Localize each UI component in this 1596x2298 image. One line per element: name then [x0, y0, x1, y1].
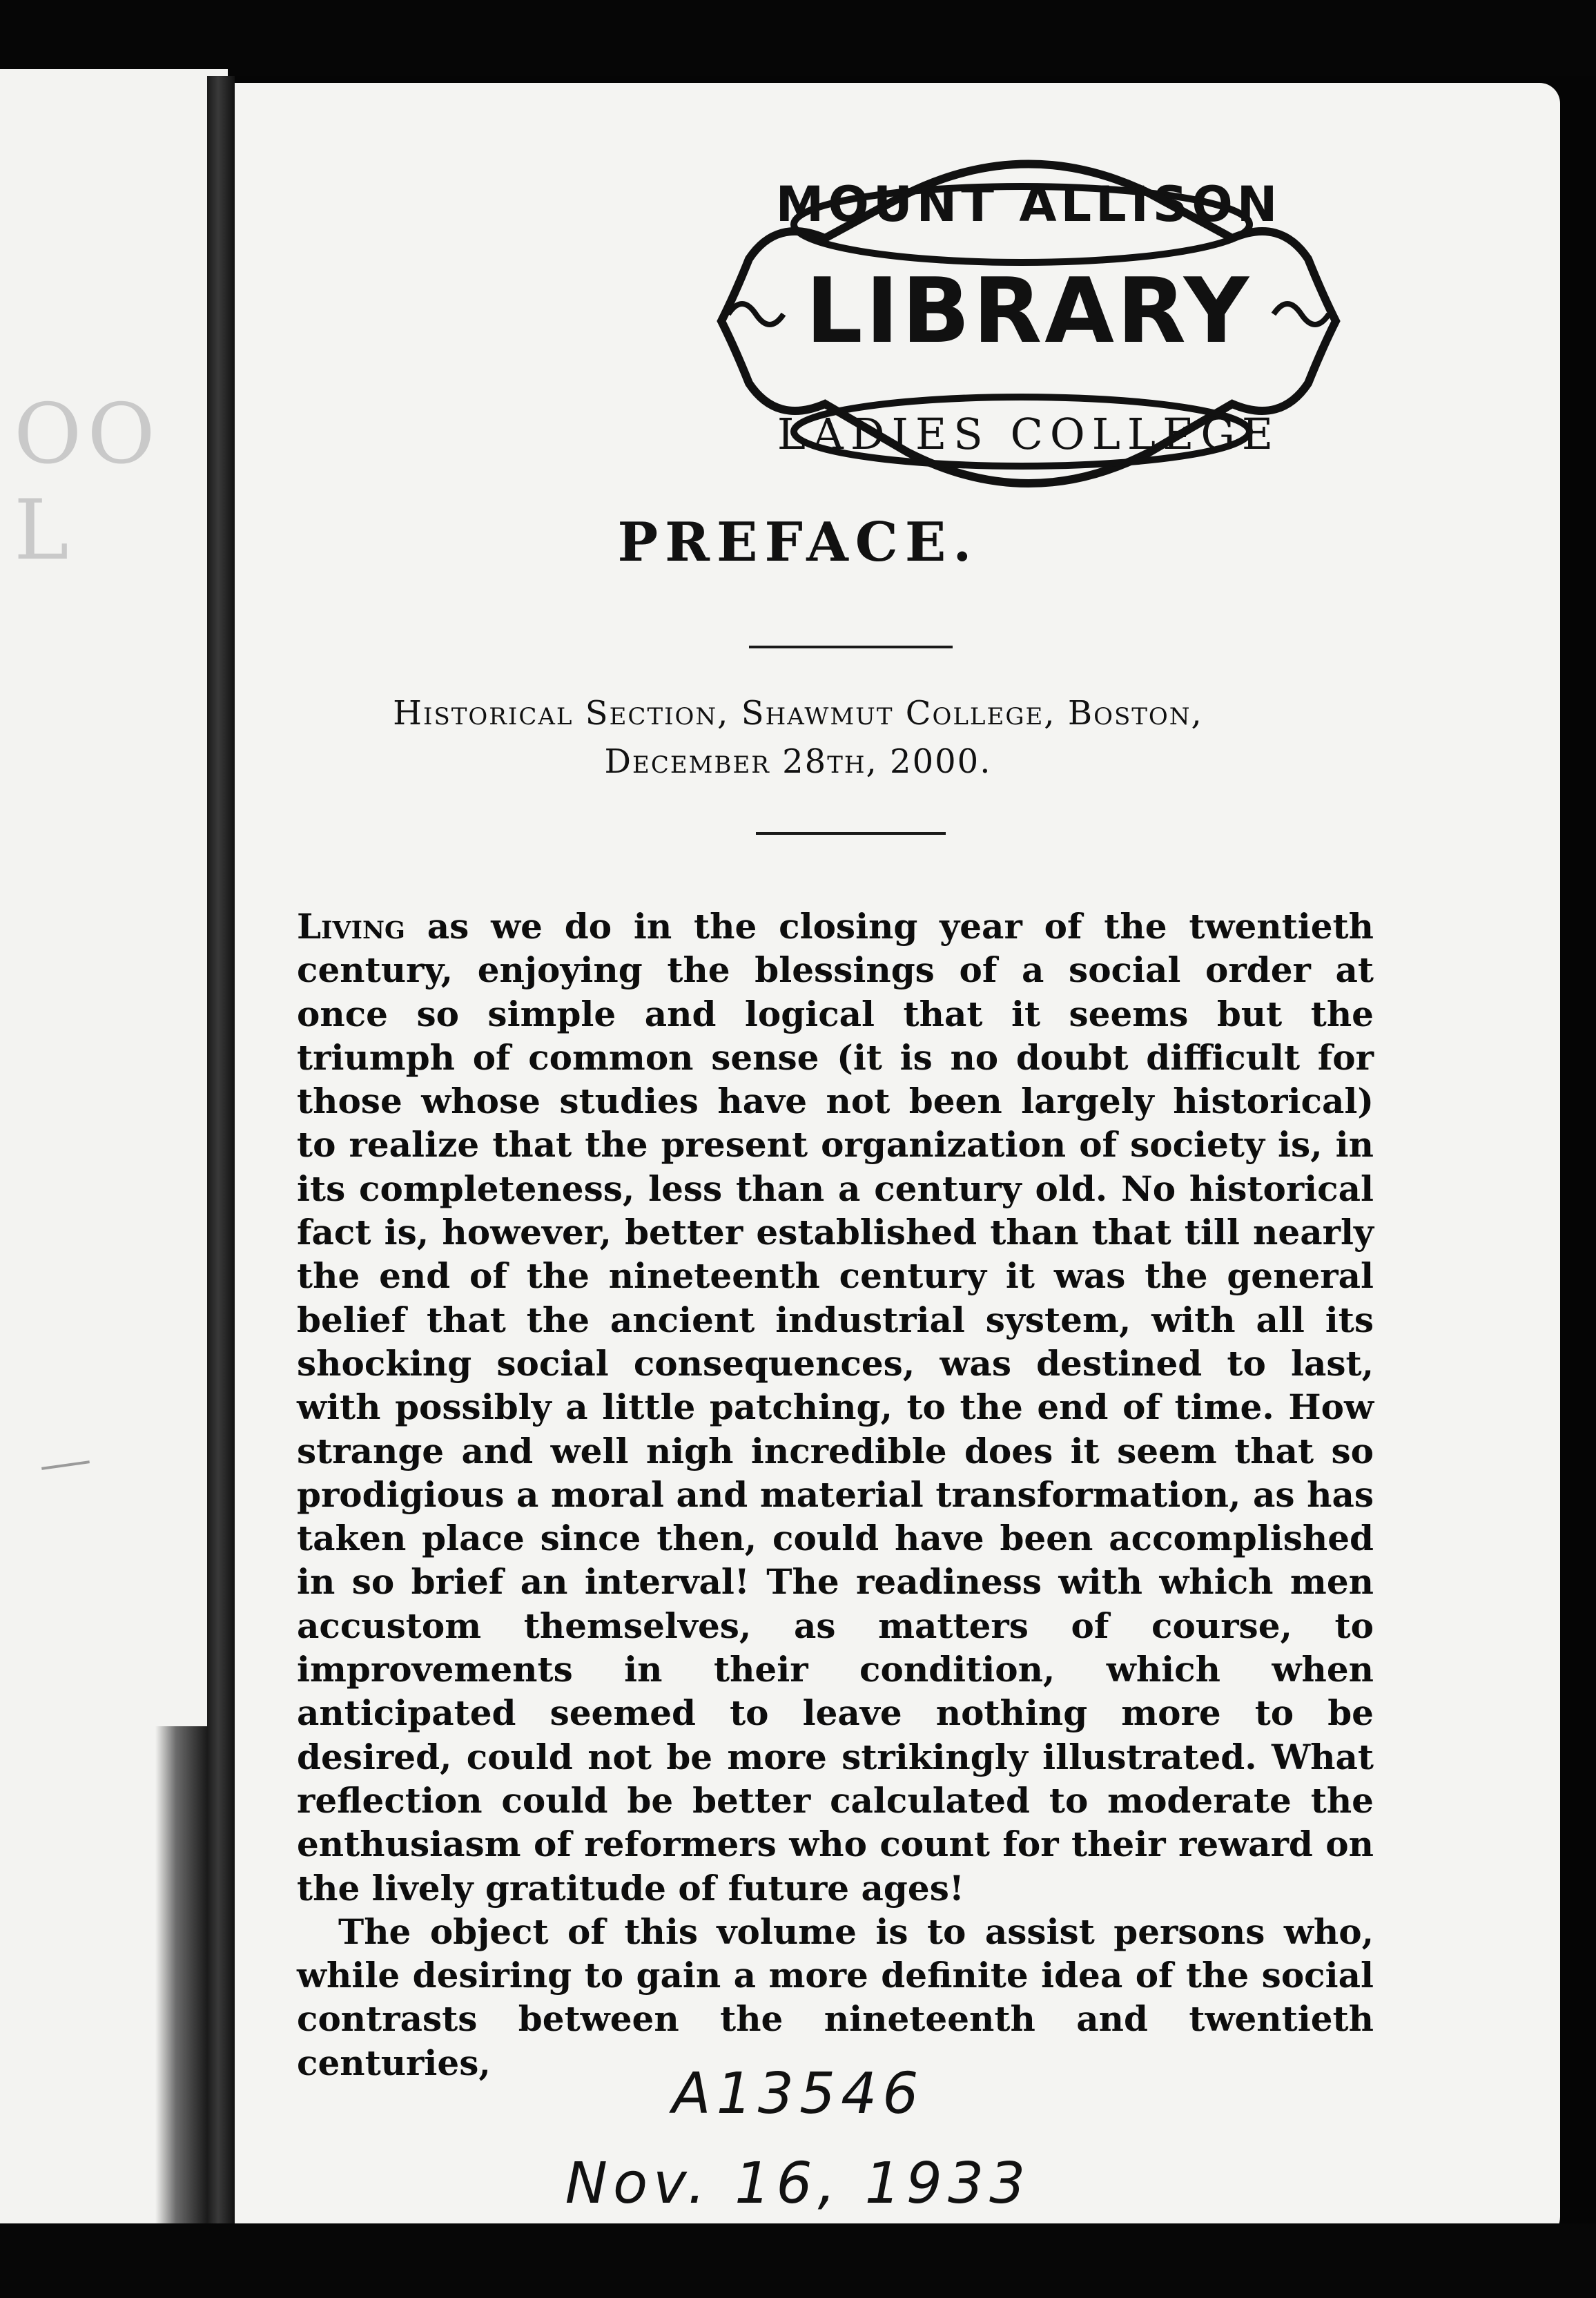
scan-top-border — [0, 0, 1596, 76]
spine-shadow — [155, 1726, 207, 2223]
library-stamp — [701, 142, 1356, 508]
paragraph-1 — [297, 905, 1374, 1910]
divider-top — [749, 646, 953, 648]
accession-number: A13546 — [672, 2061, 924, 2127]
paragraph-1-text: as we do in the closing year of the twentieth century, enjoying the blessings of a social order at once so simple and logical that it seems but the triumph of common sense (it is no doubt difficult for those whose studies have not been largely historical) to realize that the present organization of society is, in its completeness, less than a century old. No historical fact is, however, better established than that till nearly the end of the nineteenth century it was the general belief that the ancient industrial system, with all its shocking social consequences, was destined to last, with possibly a little patching, to the end of time. How strange and well nigh incredible does it seem that so prodigious a moral and material transformation, as has taken place since then, could have been accomplished in so brief an interval! The readiness with which men accustom themselves, as matters of course, to improvements in their condition, which when anticipated seemed to leave nothing more to be desired, could not be more strikingly illustrated. What reflection could be better calculated to moderate the enthusiasm of reformers who count for their reward on the lively gratitude of future ages! — [297, 906, 1374, 1909]
book-spine — [207, 76, 235, 2230]
paragraph-2: The object of this volume is to assist persons who, while desiring to gain a more definite idea of the social contrasts between the nineteenth and twentieth centuries, — [297, 1911, 1374, 2083]
stamp-top-text: MOUNT ALLISON — [775, 176, 1282, 233]
stamp-center-text: LIBRARY — [805, 258, 1252, 363]
divider-bottom — [756, 832, 946, 835]
bleed-through-text: OO L — [14, 387, 161, 579]
page-mark — [41, 1460, 90, 1470]
accession-date: Nov. 16, 1933 — [565, 2151, 1031, 2217]
dateline-date: December 28th, 2000. — [604, 742, 992, 781]
dateline-place: Historical Section, Shawmut College, Boston, — [393, 694, 1203, 733]
paragraph-1-lead: Living — [297, 906, 405, 947]
page-title: PREFACE. — [617, 511, 979, 574]
scan-bottom-border — [0, 2223, 1596, 2298]
body-text — [297, 905, 1374, 2085]
stamp-bottom-text: LADIES COLLEGE — [777, 409, 1281, 459]
